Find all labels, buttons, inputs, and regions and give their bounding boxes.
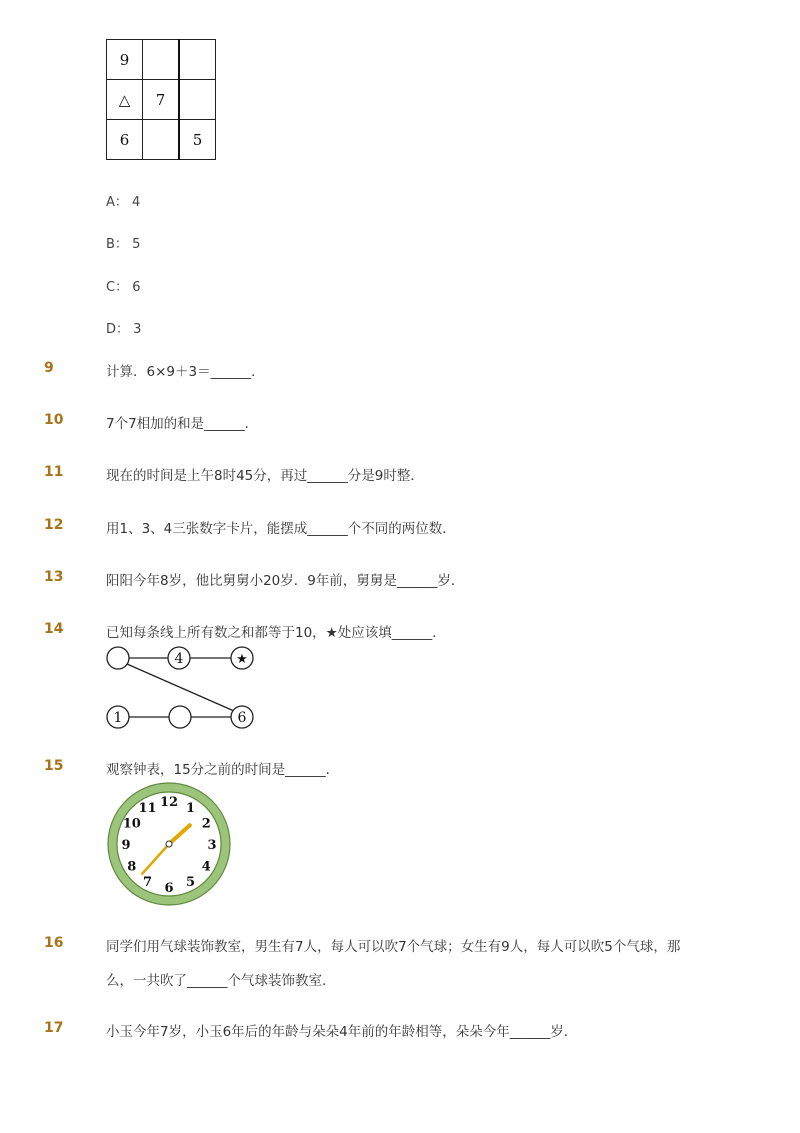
question-text: 计算．6×9＋3＝______． — [106, 364, 265, 380]
clock-number: 8 — [127, 859, 137, 875]
clock-number: 7 — [142, 875, 153, 891]
question-text-line-2: 么，一共吹了______个气球装饰教室． — [106, 973, 336, 989]
question-text: 阳阳今年8岁，他比舅舅小20岁．9年前，舅舅是______岁． — [106, 573, 465, 589]
question-number: 9 — [44, 360, 54, 376]
option-label: D： — [106, 322, 130, 337]
grid-cell: 9 — [107, 40, 143, 80]
star-icon: ★ — [236, 652, 248, 667]
grid-row — [107, 120, 216, 160]
number-grid — [106, 39, 216, 160]
question-text: 已知每条线上所有数之和都等于10，★处应该填______． — [106, 625, 446, 641]
figure-label: 6 — [237, 710, 247, 726]
grid-cell — [179, 80, 216, 120]
question-number: 10 — [44, 412, 64, 428]
grid-cell — [143, 120, 180, 160]
clock-number: 6 — [164, 881, 174, 896]
grid-row — [107, 80, 216, 120]
figure-label: 4 — [174, 651, 184, 667]
figure-circle — [169, 706, 191, 728]
question-text-line-1: 同学们用气球装饰教室，男生有7人，每人可以吹7个气球；女生有9人，每人可以吹5个气球，那 — [106, 939, 681, 955]
option-value: 6 — [132, 280, 141, 295]
figure-line — [127, 664, 234, 711]
question-text: 用1、3、4三张数字卡片，能摆成______个不同的两位数． — [106, 521, 456, 537]
figure-label: 1 — [113, 710, 123, 726]
question-number: 12 — [44, 517, 64, 533]
clock-number: 1 — [185, 800, 196, 816]
question-text: 现在的时间是上午8时45分，再过______分是9时整． — [106, 468, 424, 484]
question-number: 14 — [44, 621, 64, 637]
clock-number: 5 — [185, 875, 196, 891]
option-d[interactable] — [106, 318, 141, 337]
figure-circle — [107, 647, 129, 669]
option-c[interactable] — [106, 276, 141, 295]
option-a[interactable] — [106, 191, 140, 210]
grid-cell: △ — [107, 80, 143, 120]
grid-cell: 5 — [179, 120, 216, 160]
grid-row — [107, 40, 216, 80]
question-number: 16 — [44, 935, 64, 951]
grid-cell — [143, 40, 180, 80]
question-number: 15 — [44, 758, 64, 774]
clock-number: 9 — [121, 838, 131, 853]
line-sum-figure — [100, 644, 270, 732]
clock-number: 4 — [201, 859, 211, 875]
question-text: 小玉今年7岁，小玉6年后的年龄与朵朵4年前的年龄相等，朵朵今年______岁． — [106, 1024, 578, 1040]
clock-figure — [103, 780, 235, 908]
option-label: C： — [106, 280, 129, 295]
question-number: 11 — [44, 464, 64, 480]
question-text: 7个7相加的和是______． — [106, 416, 259, 432]
clock-number: 12 — [159, 795, 179, 810]
question-number: 13 — [44, 569, 64, 585]
clock-center-pin — [166, 841, 172, 847]
option-label: A： — [106, 195, 128, 210]
question-number: 17 — [44, 1020, 64, 1036]
question-text: 观察钟表，15分之前的时间是______． — [106, 762, 340, 778]
option-value: 4 — [132, 195, 141, 210]
clock-number: 11 — [138, 800, 157, 816]
grid-cell — [179, 40, 216, 80]
clock-number: 2 — [201, 816, 211, 832]
option-label: B： — [106, 237, 128, 252]
grid-cell: 7 — [143, 80, 180, 120]
option-value: 3 — [133, 322, 142, 337]
clock-number: 3 — [207, 838, 217, 853]
grid-cell: 6 — [107, 120, 143, 160]
option-value: 5 — [132, 237, 141, 252]
option-b[interactable] — [106, 233, 140, 252]
clock-number: 10 — [122, 816, 141, 832]
